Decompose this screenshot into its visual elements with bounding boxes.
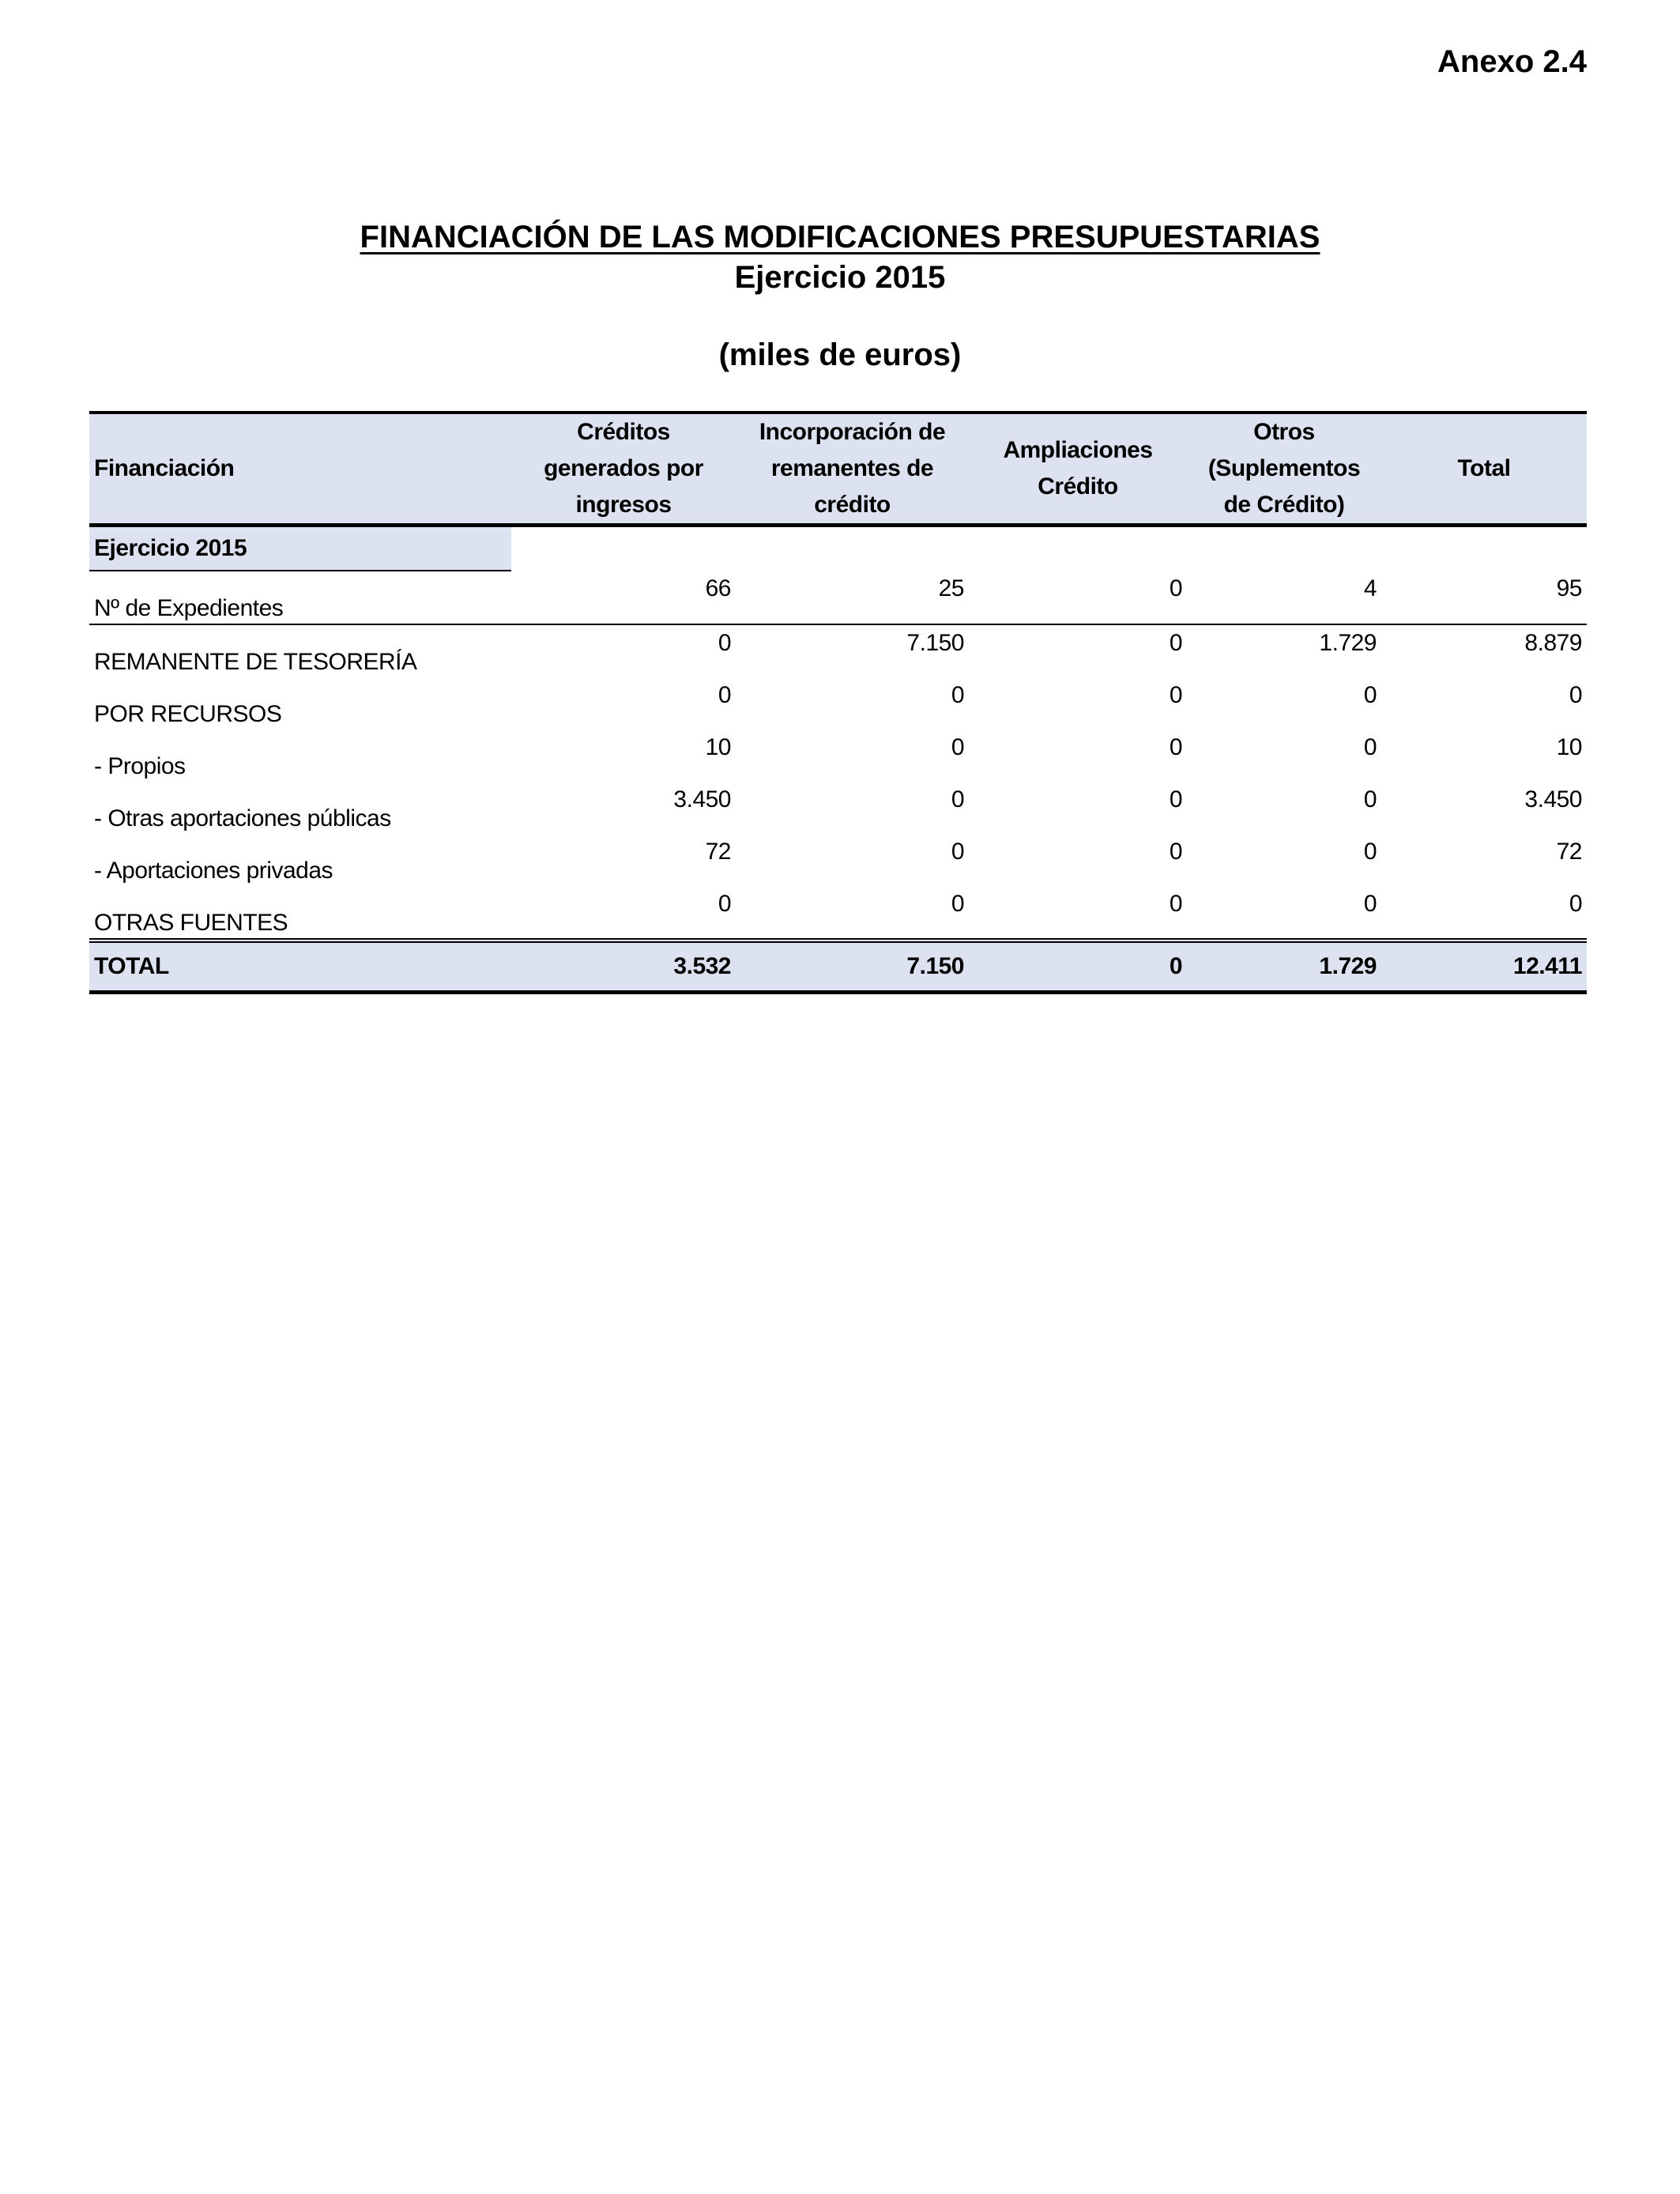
total-value: 7.150 xyxy=(736,941,969,993)
total-label: TOTAL xyxy=(89,941,511,993)
column-header-financiacion: Financiación xyxy=(89,413,511,526)
cell-value: 0 xyxy=(1187,886,1381,941)
table-row xyxy=(89,782,1587,834)
table-row xyxy=(89,834,1587,886)
cell-value: 0 xyxy=(951,734,964,760)
section-label: Ejercicio 2015 xyxy=(89,526,511,571)
cell-value: 0 xyxy=(1169,786,1182,812)
page-title: FINANCIACIÓN DE LAS MODIFICACIONES PRESUPUESTARIAS xyxy=(360,220,1320,254)
column-header-creditos-generados: Créditos generados por ingresos xyxy=(511,413,736,526)
cell-value: 0 xyxy=(1169,630,1182,656)
cell-value: 25 xyxy=(736,571,969,624)
column-header-ampliaciones: Ampliaciones Crédito xyxy=(969,413,1187,526)
section-row xyxy=(89,526,1587,571)
total-value: 3.532 xyxy=(511,941,736,993)
row-label: OTRAS FUENTES xyxy=(89,886,511,941)
cell-value: 0 xyxy=(736,886,969,941)
table-row xyxy=(89,677,1587,729)
total-value: 1.729 xyxy=(1187,941,1381,993)
cell-value: 0 xyxy=(1169,682,1182,708)
table-row xyxy=(89,729,1587,782)
cell-value: 72 xyxy=(1556,839,1582,865)
table-row xyxy=(89,886,1587,941)
total-value: 0 xyxy=(969,941,1187,993)
cell-value: 0 xyxy=(1363,682,1377,708)
cell-value: 0 xyxy=(1381,886,1587,941)
cell-value: 0 xyxy=(1363,734,1377,760)
units-label: (miles de euros) xyxy=(718,337,962,372)
cell-value: 3.450 xyxy=(1524,786,1582,812)
cell-value: 95 xyxy=(1381,571,1587,624)
cell-value: 0 xyxy=(969,886,1187,941)
cell-value: 8.879 xyxy=(1524,630,1582,656)
cell-value: 10 xyxy=(705,734,731,760)
financing-table xyxy=(89,411,1587,994)
column-header-total: Total xyxy=(1381,413,1587,526)
cell-value: 10 xyxy=(1556,734,1582,760)
table-row xyxy=(89,624,1587,677)
financing-table-container xyxy=(89,411,1587,994)
annex-label: Anexo 2.4 xyxy=(1437,44,1587,79)
cell-value: 0 xyxy=(951,786,964,812)
cell-value: 0 xyxy=(1169,839,1182,865)
cell-value: 0 xyxy=(1569,682,1582,708)
title-block xyxy=(0,215,1680,373)
row-label: POR RECURSOS xyxy=(94,701,282,727)
cell-value: 4 xyxy=(1187,571,1381,624)
cell-value: 0 xyxy=(718,630,731,656)
column-header-otros: Otros (Suplementos de Crédito) xyxy=(1187,413,1381,526)
table-row xyxy=(89,571,1587,624)
cell-value: 66 xyxy=(511,571,736,624)
total-row xyxy=(89,941,1587,993)
cell-value: 0 xyxy=(511,886,736,941)
cell-value: 0 xyxy=(1363,839,1377,865)
total-value: 12.411 xyxy=(1381,941,1587,993)
cell-value: 0 xyxy=(951,682,964,708)
cell-value: 3.450 xyxy=(673,786,731,812)
row-label: - Propios xyxy=(94,753,186,779)
cell-value: 0 xyxy=(1363,786,1377,812)
row-label: - Aportaciones privadas xyxy=(94,858,333,884)
row-label: Nº de Expedientes xyxy=(89,571,511,624)
cell-value: 0 xyxy=(951,839,964,865)
page-subtitle: Ejercicio 2015 xyxy=(734,260,946,295)
section-blank xyxy=(511,526,1587,571)
column-header-incorporacion: Incorporación de remanentes de crédito xyxy=(736,413,969,526)
row-label: - Otras aportaciones públicas xyxy=(94,805,391,831)
cell-value: 1.729 xyxy=(1319,630,1377,656)
cell-value: 0 xyxy=(969,571,1187,624)
cell-value: 0 xyxy=(1169,734,1182,760)
row-label: REMANENTE DE TESORERÍA xyxy=(94,649,417,675)
cell-value: 7.150 xyxy=(906,630,964,656)
cell-value: 72 xyxy=(705,839,731,865)
cell-value: 0 xyxy=(718,682,731,708)
table-header-row xyxy=(89,413,1587,526)
